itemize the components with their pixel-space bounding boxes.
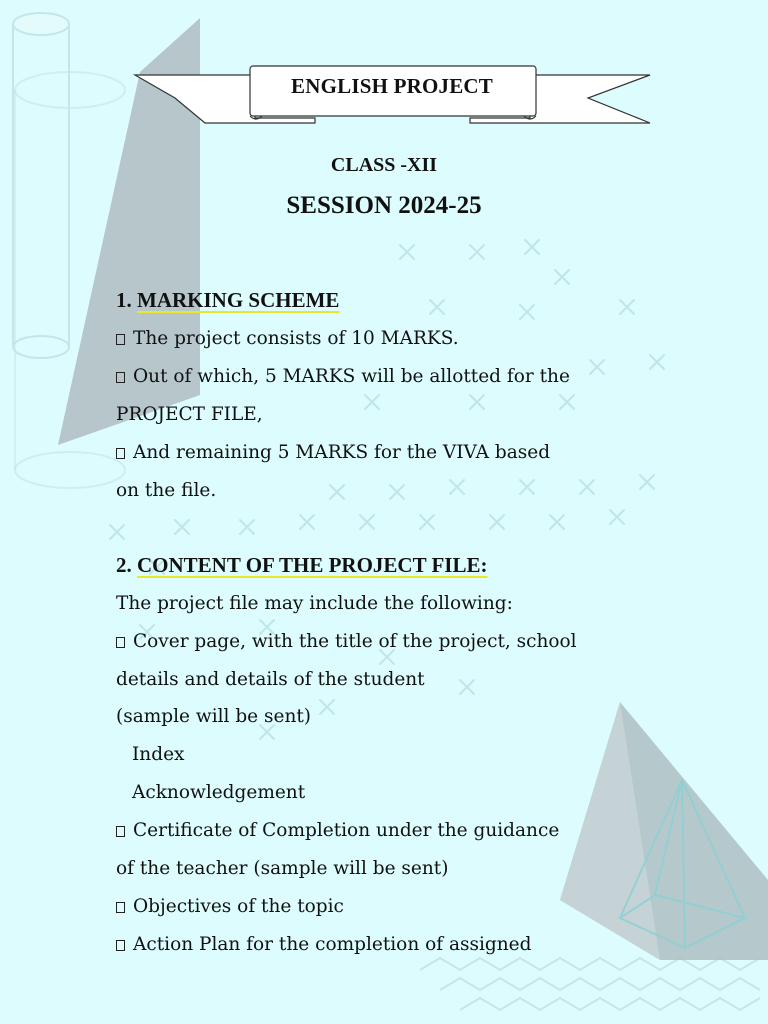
- section2-intro: The project file may include the following:: [116, 593, 513, 614]
- bullet-text: And remaining 5 MARKS for the VIVA based: [133, 442, 551, 463]
- checkbox-bullet-icon: [116, 826, 125, 837]
- section2-certificate-cont: of the teacher (sample will be sent): [116, 858, 449, 879]
- section2-title: CONTENT OF THE PROJECT FILE:: [137, 553, 488, 577]
- checkbox-bullet-icon: [116, 372, 125, 383]
- checkbox-bullet-icon: [116, 334, 125, 345]
- section1-number: 1.: [116, 288, 132, 312]
- section2-certificate-bullet: [116, 820, 559, 841]
- bullet-text: The project consists of 10 MARKS.: [133, 328, 459, 349]
- checkbox-bullet-icon: [116, 902, 125, 913]
- checkbox-bullet-icon: [116, 940, 125, 951]
- section2-cover-bullet: [116, 631, 577, 652]
- bullet-text: Objectives of the topic: [133, 896, 344, 917]
- banner-title: ENGLISH PROJECT: [291, 74, 493, 98]
- section1-title: MARKING SCHEME: [137, 288, 340, 312]
- section2-cover-cont-2: (sample will be sent): [116, 706, 312, 727]
- section2-action-bullet: [116, 934, 531, 955]
- section2-heading: [116, 553, 487, 578]
- checkbox-bullet-icon: [116, 637, 125, 648]
- section2-cover-cont-1: details and details of the student: [116, 669, 425, 690]
- section2-item-index: Index: [132, 744, 185, 765]
- bullet-text: Certificate of Completion under the guidance: [133, 820, 560, 841]
- section1-bullet-1: [116, 328, 459, 349]
- section1-bullet-3: [116, 442, 550, 463]
- bullet-text: Action Plan for the completion of assigned: [133, 934, 532, 955]
- section1-cont-2: on the file.: [116, 480, 217, 501]
- section2-item-acknowledgement: Acknowledgement: [132, 782, 306, 803]
- zigzag-pattern: [420, 958, 760, 1010]
- bullet-text: Cover page, with the title of the project, school: [133, 631, 577, 652]
- checkbox-bullet-icon: [116, 448, 125, 459]
- section2-objectives-bullet: [116, 896, 344, 917]
- section1-bullet-2: [116, 366, 570, 387]
- section1-heading: [116, 288, 339, 313]
- section2-number: 2.: [116, 553, 132, 577]
- session-label: SESSION 2024-25: [286, 192, 482, 219]
- class-label: CLASS -XII: [330, 154, 438, 176]
- bullet-text: Out of which, 5 MARKS will be allotted for the: [133, 366, 570, 387]
- section1-cont-1: PROJECT FILE,: [116, 404, 263, 425]
